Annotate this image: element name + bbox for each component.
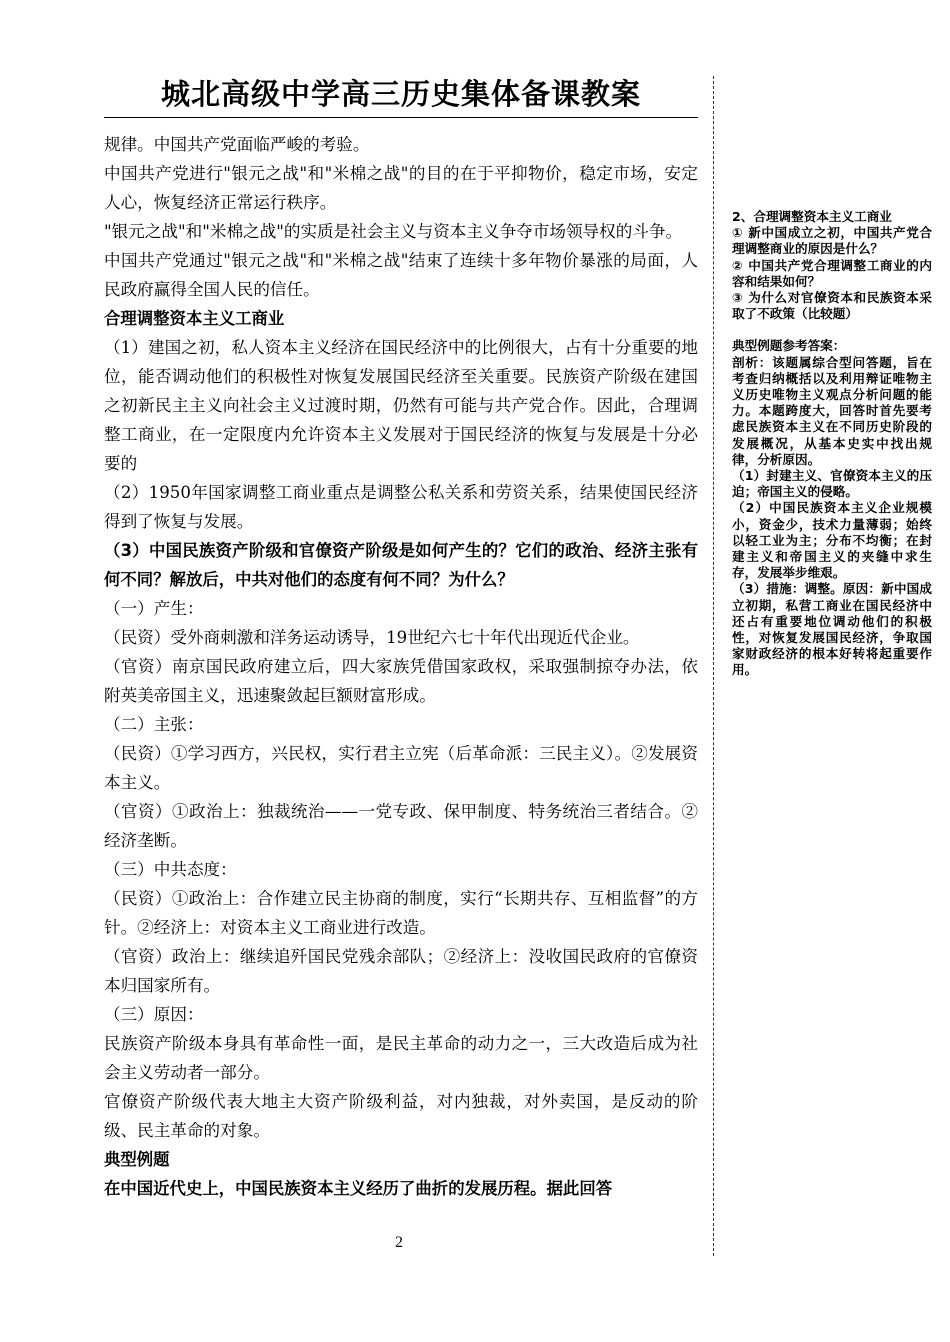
page-number: 2: [395, 1234, 403, 1251]
sidebar-item: （3）措施：调整。原因：新中国成立初期，私营工商业在国民经济中还占有重要地位调动他们的积极性，对恢复发展国民经济，争取国家财政经济的根本好转将起重要作用。: [732, 581, 932, 678]
paragraph: 官僚资产阶级代表大地主大资产阶级利益，对内独裁，对外卖国，是反动的阶级、民主革命的对象。: [104, 1092, 698, 1140]
paragraph: （2）1950年国家调整工商业重点是调整公私关系和劳资关系，结果使国民经济得到了恢复与发展。: [104, 483, 698, 531]
paragraph: （官资）南京国民政府建立后，四大家族凭借国家政权，采取强制掠夺办法，依附英美帝国主义，迅速聚敛起巨额财富形成。: [104, 657, 698, 705]
paragraph: （民资）①政治上：合作建立民主协商的制度，实行“长期共存、互相监督”的方针。②经济上：对资本主义工商业进行改造。: [104, 889, 698, 937]
title-underline: [104, 117, 698, 118]
paragraph: （三）原因：: [104, 1005, 204, 1024]
sidebar-item: （2）中国民族资本主义企业规模小，资金少，技术力量薄弱；始终以轻工业为主；分布不均衡；在封建主义和帝国主义的夹缝中求生存，发展举步维艰。: [732, 500, 932, 581]
paragraph: 规律。中国共产党面临严峻的考验。: [104, 135, 370, 154]
paragraph: 中国共产党通过"银元之战"和"米棉之战"结束了连续十多年物价暴涨的局面，人民政府赢得全国人民的信任。: [104, 251, 698, 299]
paragraph: （官资）①政治上：独裁统治——一党专政、保甲制度、特务统治三者结合。②经济垄断。: [104, 802, 698, 850]
sidebar-notes: [732, 209, 932, 679]
sidebar-item: （1）封建主义、官僚资本主义的压迫；帝国主义的侵略。: [732, 468, 932, 500]
sidebar-item: ③ 为什么对官僚资本和民族资本采取了不政策（比较题）: [732, 290, 932, 322]
paragraph: （一）产生：: [104, 599, 204, 618]
paragraph: （民资）①学习西方，兴民权，实行君主立宪（后革命派：三民主义）。②发展资本主义。: [104, 744, 698, 792]
paragraph: （民资）受外商刺激和洋务运动诱导，19世纪六七十年代出现近代企业。: [104, 628, 640, 647]
paragraph: （官资）政治上：继续追歼国民党残余部队；②经济上：没收国民政府的官僚资本归国家所有。: [104, 947, 698, 995]
example-question: 在中国近代史上，中国民族资本主义经历了曲折的发展历程。据此回答: [104, 1179, 613, 1198]
sidebar-item: 剖析：该题属综合型问答题，旨在考查归纳概括以及利用辩证唯物主义历史唯物主义观点分析问题的能力。本题跨度大，回答时首先要考虑民族资本主义在不同历史阶段的发展概况，从基本史实中找出规律，分析原因。: [732, 354, 932, 467]
sidebar-item: ① 新中国成立之初，中国共产党合理调整商业的原因是什么？: [732, 225, 932, 257]
sidebar-heading: 2、合理调整资本主义工商业: [732, 209, 892, 224]
main-content: [104, 130, 698, 1203]
paragraph: "银元之战"和"米棉之战"的实质是社会主义与资本主义争夺市场领导权的斗争。: [104, 222, 683, 241]
question-heading: （3）中国民族资产阶级和官僚资产阶级是如何产生的？它们的政治、经济主张有何不同？解放后，中共对他们的态度有何不同？为什么？: [104, 541, 698, 589]
paragraph: （二）主张：: [104, 715, 204, 734]
paragraph: 中国共产党进行"银元之战"和"米棉之战"的目的在于平抑物价，稳定市场，安定人心，恢复经济正常运行秩序。: [104, 164, 698, 212]
paragraph: （1）建国之初，私人资本主义经济在国民经济中的比例很大，占有十分重要的地位，能否调动他们的积极性对恢复发展国民经济至关重要。民族资产阶级在建国之初新民主主义向社会主义过渡时期，仍然有可能与共产党合作。因此，合理调整工商业，在一定限度内允许资本主义发展对于国民经济的恢复与发展是十分必要的: [104, 338, 698, 473]
section-heading: 合理调整资本主义工商业: [104, 309, 285, 328]
section-heading: 典型例题: [104, 1150, 170, 1169]
page-title: 城北高级中学高三历史集体备课教案: [160, 77, 641, 111]
paragraph: 民族资产阶级本身具有革命性一面，是民主革命的动力之一，三大改造后成为社会主义劳动者一部分。: [104, 1034, 698, 1082]
sidebar-item: ② 中国共产党合理调整工商业的内容和结果如何？: [732, 257, 932, 289]
paragraph: （三）中共态度：: [104, 860, 237, 879]
sidebar-heading: 典型例题参考答案：: [732, 338, 846, 354]
margin-divider: [713, 76, 714, 1256]
